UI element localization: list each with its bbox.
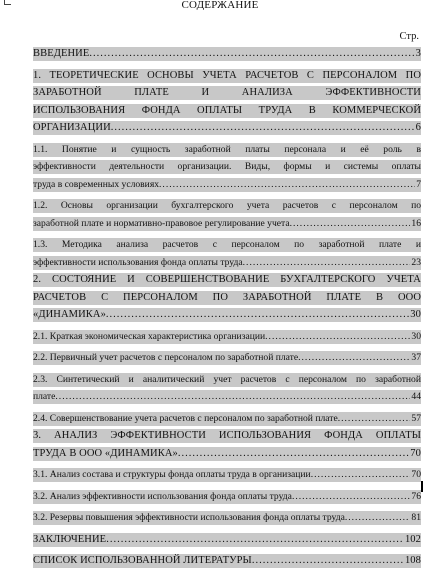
toc-entry-3-3[interactable]: 3.2. Резервы повышения эффективности использования фонда оплаты труда ..... 81: [33, 511, 421, 529]
toc-page-number: 57: [411, 412, 421, 424]
toc-page-number: 81: [411, 512, 421, 523]
toc-page-number: 30: [410, 309, 421, 320]
toc-page-number: 6: [415, 122, 421, 133]
toc-entry-references[interactable]: СПИСОК ИСПОЛЬЗОВАННОЙ ЛИТЕРАТУРЫ ..... 108: [33, 554, 421, 572]
toc-entry-ch2-line[interactable]: 2. СОСТОЯНИЕ И СОВЕРШЕНСТВОВАНИЕ БУХГАЛТЕРСКОГО УЧЕТА: [33, 274, 421, 285]
toc-entry-2-1[interactable]: 2.1. Краткая экономическая характеристика организации ..... 30: [33, 330, 421, 348]
toc-page-number: 16: [411, 217, 421, 229]
toc-entry-intro[interactable]: ВВЕДЕНИЕ ..... 3: [33, 47, 421, 65]
toc-page-number: 37: [411, 352, 421, 363]
toc-entry-ch1-line[interactable]: ЗАРАБОТНОЙ ПЛАТЕ И АНАЛИЗА ЭФФЕКТИВНОСТИ: [33, 87, 421, 98]
toc-heading: СОДЕРЖАНИЕ: [181, 0, 259, 10]
toc-entry-1-2-line[interactable]: 1.2. Основы организации бухгалтерского учета расчетов с персоналом по: [33, 200, 421, 211]
toc-page-number: 70: [411, 469, 421, 480]
toc-entry-ch3-last[interactable]: ТРУДА В ООО «ДИНАМИКА» ..... 70: [33, 447, 421, 465]
toc-entry-1-1-last[interactable]: труда в современных условиях ..... 7: [33, 178, 421, 196]
toc-entry-2-3-line[interactable]: 2.3. Синтетический и аналитический учет расчетов с персоналом по заработной: [33, 373, 421, 385]
toc-entry-3-2[interactable]: 3.2. Анализ эффективности использования фонда оплаты труда ..... 76: [33, 490, 421, 508]
toc-entry-ch1-last[interactable]: ОРГАНИЗАЦИИ ..... 6: [33, 121, 421, 139]
text-cursor: [421, 481, 423, 492]
toc-entry-ch3-line[interactable]: 3. АНАЛИЗ ЭФФЕКТИВНОСТИ ИСПОЛЬЗОВАНИЯ ФОНДА ОПЛАТЫ: [33, 430, 421, 441]
toc-entry-ch2-line[interactable]: РАСЧЕТОВ С ПЕРСОНАЛОМ ПО ЗАРАБОТНОЙ ПЛАТЕ В ООО: [33, 291, 421, 303]
toc-entry-conclusion[interactable]: ЗАКЛЮЧЕНИЕ ..... 102: [33, 533, 421, 551]
toc-entry-2-2[interactable]: 2.2. Первичный учет расчетов с персоналом по заработной плате ..... 37: [33, 351, 421, 369]
toc-page-number: 44: [411, 391, 421, 402]
toc-entry-1-1-line[interactable]: 1.1. Понятие и сущность заработной платы персонала и её роль в: [33, 143, 421, 155]
toc-page-number: 102: [404, 533, 421, 545]
toc-entry-3-1[interactable]: 3.1. Анализ состава и структуры фонда оплаты труда в организации ..... 70: [33, 468, 421, 486]
toc-entry-ch1-line[interactable]: ИСПОЛЬЗОВАНИЯ ФОНДА ОПЛАТЫ ТРУДА В КОММЕРЧЕСКОЙ: [33, 104, 421, 116]
toc-page-number: 23: [411, 256, 421, 268]
toc-page-number: 76: [411, 490, 421, 502]
toc-entry-ch2-last[interactable]: «ДИНАМИКА» ..... 30: [33, 308, 421, 326]
toc-entry-1-2-last[interactable]: заработной плате и нормативно-правовое регулирование учета ..... 16: [33, 217, 421, 235]
page-column-label: Стр.: [399, 31, 419, 42]
table-of-contents: [33, 47, 421, 572]
toc-page-number: 70: [410, 447, 421, 459]
toc-page-number: 108: [404, 555, 421, 566]
toc-entry-1-1-line[interactable]: эффективности деятельности организации. Виды, формы и системы оплаты: [33, 161, 421, 172]
toc-page-number: 7: [416, 178, 421, 190]
toc-entry-2-4[interactable]: 2.4. Совершенствование учета расчетов с персоналом по заработной плате ..... 57: [33, 412, 421, 430]
toc-page-number: 3: [415, 48, 421, 59]
toc-entry-1-3-last[interactable]: эффективности использования фонда оплаты труда ..... 23: [33, 256, 421, 274]
toc-entry-2-3-last[interactable]: плате ..... 44: [33, 390, 421, 408]
toc-entry-ch1-line[interactable]: 1. ТЕОРЕТИЧЕСКИЕ ОСНОВЫ УЧЕТА РАСЧЕТОВ С ПЕРСОНАЛОМ ПО: [33, 69, 421, 81]
toc-entry-1-3-line[interactable]: 1.3. Методика анализа расчетов с персоналом по заработной плате и: [33, 239, 421, 250]
toc-page-number: 30: [411, 330, 421, 342]
